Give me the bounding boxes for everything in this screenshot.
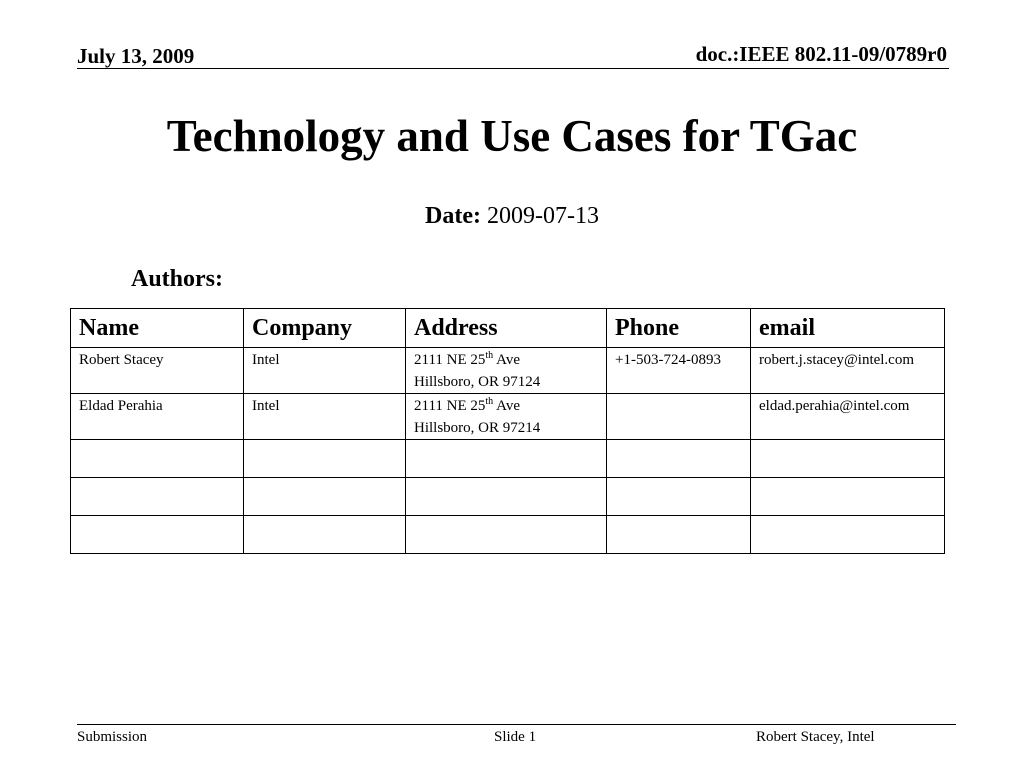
author-email: robert.j.stacey@intel.com (751, 348, 945, 394)
author-name: Eldad Perahia (71, 394, 244, 440)
author-name: Robert Stacey (71, 348, 244, 394)
address-street-suffix: Ave (493, 352, 520, 368)
authors-table (70, 308, 945, 554)
empty-cell (71, 440, 244, 478)
empty-cell (244, 440, 406, 478)
empty-cell (406, 478, 607, 516)
column-header-email: email (751, 309, 945, 348)
empty-cell (71, 478, 244, 516)
empty-table-row (71, 440, 945, 478)
empty-table-row (71, 516, 945, 554)
date-label: Date: (425, 203, 481, 229)
author-address (406, 348, 607, 394)
empty-cell (607, 440, 751, 478)
empty-cell (244, 478, 406, 516)
table-row (71, 394, 945, 440)
column-header-company: Company (244, 309, 406, 348)
empty-cell (71, 516, 244, 554)
header-divider (77, 68, 949, 69)
date-line (0, 203, 1024, 230)
author-company: Intel (244, 348, 406, 394)
empty-cell (751, 440, 945, 478)
footer-divider (77, 724, 956, 725)
empty-cell (406, 440, 607, 478)
empty-cell (244, 516, 406, 554)
address-street: 2111 NE 25 (414, 352, 486, 368)
address-street: 2111 NE 25 (414, 398, 486, 414)
address-city: Hillsboro, OR 97124 (414, 374, 541, 390)
column-header-phone: Phone (607, 309, 751, 348)
authors-heading: Authors: (131, 266, 224, 292)
table-row (71, 348, 945, 394)
address-ordinal: th (485, 350, 494, 361)
empty-cell (607, 478, 751, 516)
empty-cell (751, 516, 945, 554)
author-address (406, 394, 607, 440)
footer-slide-number: Slide 1 (494, 729, 537, 745)
author-phone: +1-503-724-0893 (607, 348, 751, 394)
column-header-address: Address (406, 309, 607, 348)
empty-cell (751, 478, 945, 516)
footer-author: Robert Stacey, Intel (756, 729, 875, 745)
empty-cell (607, 516, 751, 554)
table-header-row (71, 309, 945, 348)
date-value: 2009-07-13 (486, 203, 599, 229)
header-date: July 13, 2009 (77, 44, 195, 68)
empty-table-row (71, 478, 945, 516)
author-company: Intel (244, 394, 406, 440)
empty-cell (406, 516, 607, 554)
column-header-name: Name (71, 309, 244, 348)
address-street-suffix: Ave (493, 398, 520, 414)
author-email: eldad.perahia@intel.com (751, 394, 945, 440)
address-city: Hillsboro, OR 97214 (414, 420, 541, 436)
address-ordinal: th (485, 396, 494, 407)
slide-title: Technology and Use Cases for TGac (166, 111, 858, 161)
author-phone (607, 394, 751, 440)
header-doc-id: doc.:IEEE 802.11-09/0789r0 (695, 42, 947, 66)
footer-submission: Submission (77, 729, 148, 745)
